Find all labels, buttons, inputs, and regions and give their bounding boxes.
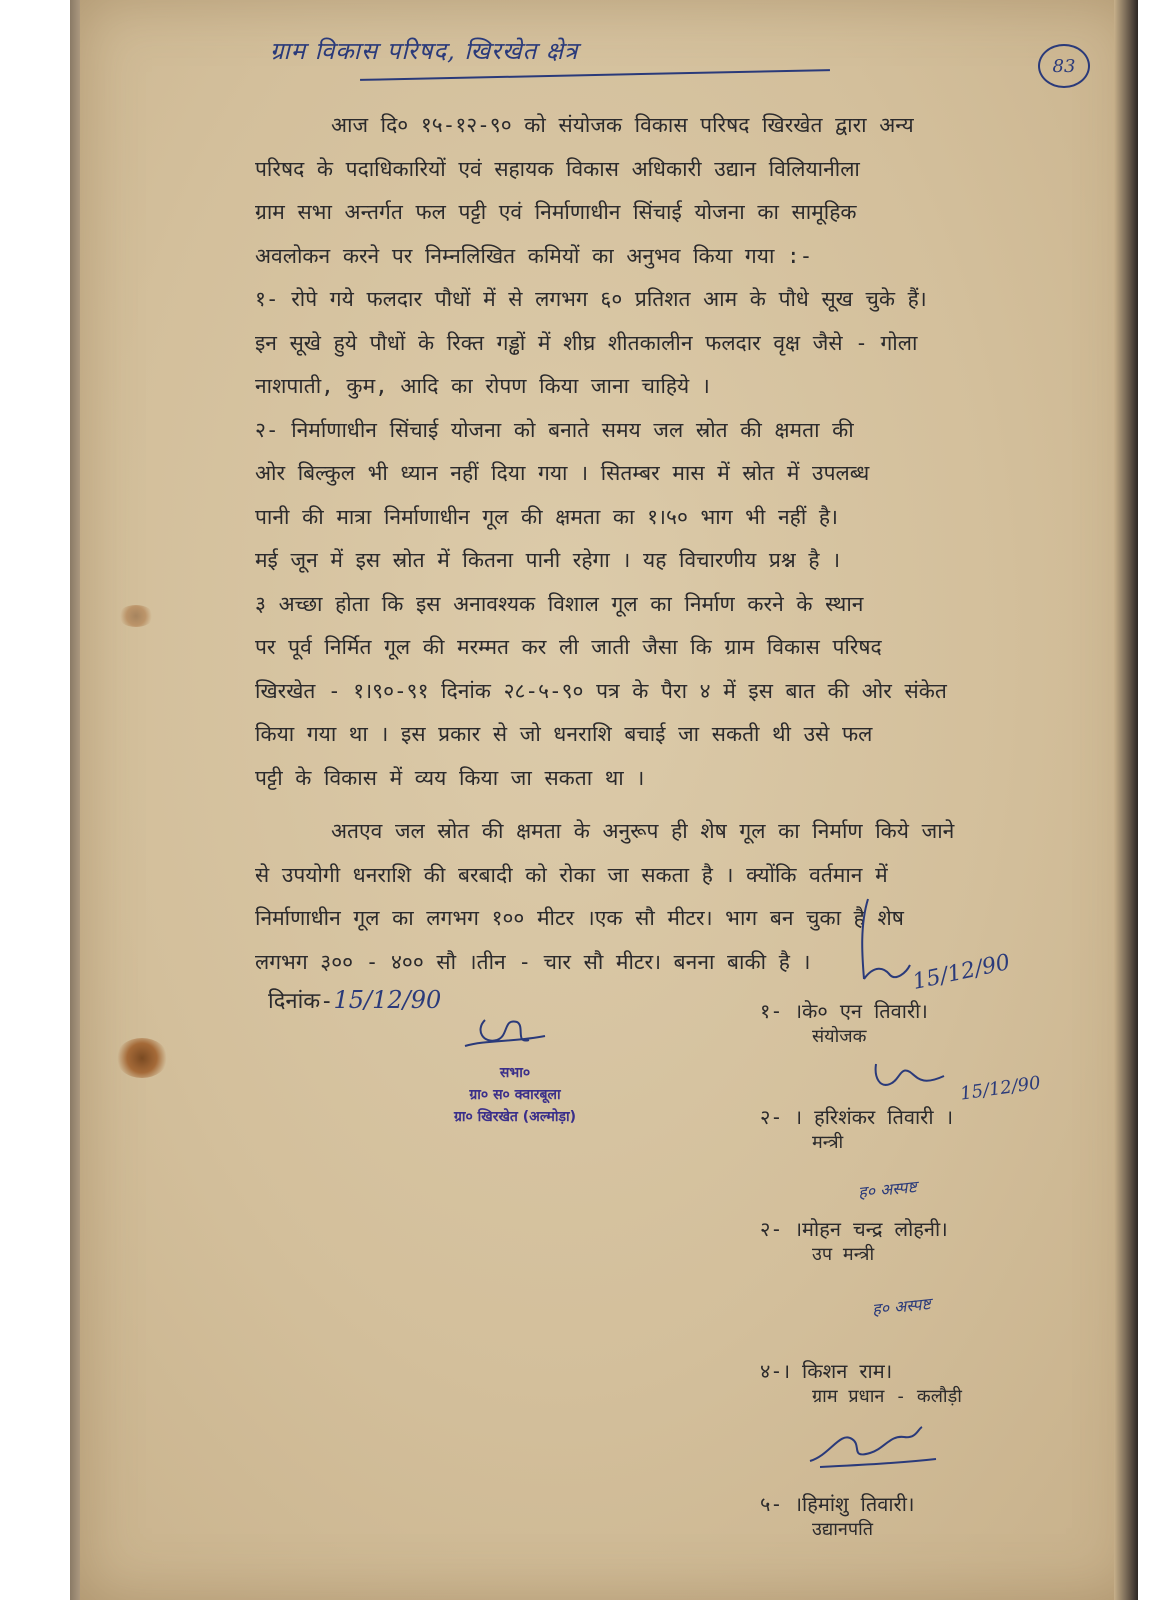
signatory-name: ५- ।हिमांशु तिवारी। (760, 1492, 915, 1516)
signature-date-note: 15/12/90 (910, 950, 1013, 995)
signatory-4 (760, 1357, 962, 1408)
signatory-name: ४-। किशन राम। (760, 1359, 893, 1383)
scan-right-edge (1114, 0, 1138, 1600)
paper-stain (116, 1038, 168, 1078)
body-line: से उपयोगी धनराशि की बरबादी को रोका जा सकता है । क्योंकि वर्तमान में (255, 862, 888, 887)
page-number: 83 (1038, 44, 1090, 88)
signature-stamp-scribble (455, 1010, 555, 1058)
paper-stain (118, 605, 154, 627)
body-line: मई जून में इस स्रोत में कितना पानी रहेगा । यह विचारणीय प्रश्न है । (255, 548, 841, 572)
body-line: १- रोपे गये फलदार पौधों में से लगभग ६० प्रतिशत आम के पौधे सूख चुके हैं। (255, 287, 927, 311)
signature-scribble (800, 1425, 940, 1471)
signature-mark-note: ह० अस्पष्ट (857, 1176, 918, 1203)
body-line: लगभग ३०० - ४०० सौ ।तीन - चार सौ मीटर। बनना बाकी है । (255, 949, 811, 974)
signatory-2 (760, 1103, 953, 1154)
body-line: निर्माणाधीन गूल का लगभग १०० मीटर ।एक सौ मीटर। भाग बन चुका है शेष (255, 906, 904, 930)
stamp-line: सभा० (499, 1065, 531, 1081)
signatory-name: २- ।मोहन चन्द्र लोहनी। (760, 1217, 948, 1241)
signatory-role: उप मन्त्री (812, 1244, 875, 1265)
body-line: किया गया था । इस प्रकार से जो धनराशि बचाई जा सकती थी उसे फल (255, 722, 873, 746)
body-line: खिरखेत - १।९०-९१ दिनांक २८-५-९० पत्र के पैरा ४ में इस बात की ओर संकेत (255, 678, 947, 703)
signature-scribble (870, 1058, 950, 1094)
signatory-1 (760, 997, 928, 1048)
body-line: नाशपाती, कुम, आदि का रोपण किया जाना चाहिये । (255, 374, 710, 398)
signatory-role: संयोजक (812, 1026, 867, 1047)
document-heading: ग्राम विकास परिषद, खिरखेत क्षेत्र (270, 37, 579, 65)
body-line: इन सूखे हुये पौधों के रिक्त गड्ढों में शीघ्र शीतकालीन फलदार वृक्ष जैसे - गोला (255, 330, 918, 355)
body-line: ओर बिल्कुल भी ध्यान नहीं दिया गया । सितम्बर मास में स्रोत में उपलब्ध (255, 461, 870, 485)
body-line: परिषद के पदाधिकारियों एवं सहायक विकास अधिकारी उद्यान विलियानीला (255, 156, 860, 181)
body-line: पट्टी के विकास में व्यय किया जा सकता था । (255, 765, 645, 790)
signatory-role: ग्राम प्रधान - कलौड़ी (812, 1386, 962, 1407)
date-label: दिनांक- (268, 989, 334, 1014)
signature-scribble (850, 895, 920, 985)
body-line: पर पूर्व निर्मित गूल की मरम्मत कर ली जाती जैसा कि ग्राम विकास परिषद (255, 635, 882, 659)
body-line: २- निर्माणाधीन सिंचाई योजना को बनाते समय जल स्रोत की क्षमता की (255, 417, 854, 442)
body-line: अतएव जल स्रोत की क्षमता के अनुरूप ही शेष गूल का निर्माण किये जाने (331, 819, 955, 843)
signatory-3 (760, 1215, 948, 1266)
signature-date-note: 15/12/90 (958, 1072, 1042, 1105)
body-line: अवलोकन करने पर निम्नलिखित कमियों का अनुभव किया गया :- (255, 243, 813, 268)
body-line: आज दि० १५-१२-९० को संयोजक विकास परिषद खिरखेत द्वारा अन्य (331, 113, 914, 137)
body-line: पानी की मात्रा निर्माणाधीन गूल की क्षमता का १।५० भाग भी नहीं है। (255, 504, 839, 529)
stamp-line: ग्रा० स० क्वारबूला (469, 1087, 561, 1103)
document-body (255, 104, 1085, 984)
signatory-name: २- । हरिशंकर तिवारी । (760, 1105, 954, 1129)
signatory-name: १- ।के० एन तिवारी। (760, 999, 928, 1023)
official-stamp (415, 1062, 615, 1128)
signatory-role: मन्त्री (812, 1132, 844, 1153)
signatory-role: उद्यानपति (812, 1519, 874, 1540)
date-line (268, 985, 441, 1015)
stamp-line: ग्रा० खिरखेत (अल्मोड़ा) (454, 1109, 576, 1125)
date-value: 15/12/90 (333, 986, 442, 1014)
signatory-5 (760, 1490, 914, 1541)
body-line: ग्राम सभा अन्तर्गत फल पट्टी एवं निर्माणाधीन सिंचाई योजना का सामूहिक (255, 200, 857, 224)
body-line: ३ अच्छा होता कि इस अनावश्यक विशाल गूल का निर्माण करने के स्थान (255, 591, 864, 616)
signature-mark-note: ह० अस्पष्ट (871, 1293, 932, 1320)
